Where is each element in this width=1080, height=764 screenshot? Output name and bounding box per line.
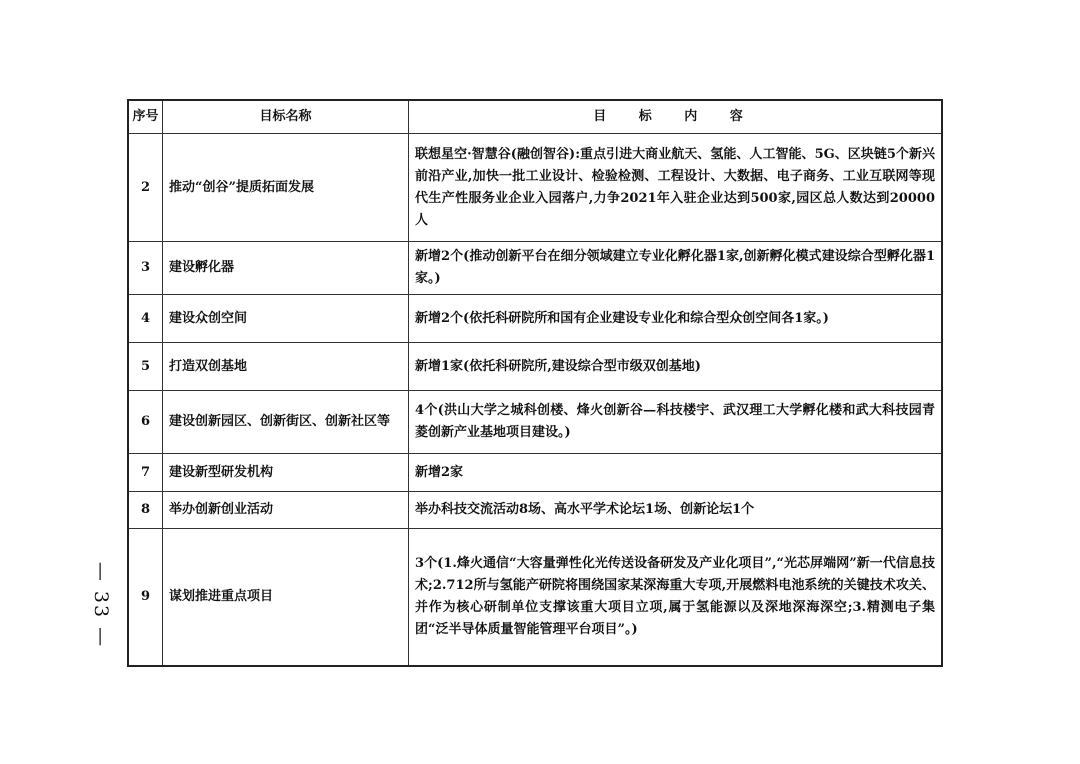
table-row (128, 343, 942, 391)
row-seq: 2 (128, 134, 163, 242)
header-content: 目 标 内 容 (409, 100, 943, 134)
row-name: 建设众创空间 (163, 295, 409, 343)
table-header (128, 100, 942, 134)
row-name: 建设孵化器 (163, 242, 409, 295)
row-content: 联想星空·智慧谷(融创智谷):重点引进大商业航天、氢能、人工智能、5G、区块链5个新兴前沿产业,加快一批工业设计、检验检测、工程设计、大数据、电子商务、工业互联网等现代生产性服务业企业入园落户,力争2021年入驻企业达到500家,园区总人数达到20000人 (409, 134, 943, 242)
page-number-text: — 33 — (90, 561, 113, 649)
table-row (128, 529, 942, 666)
row-seq: 4 (128, 295, 163, 343)
row-name: 谋划推进重点项目 (163, 529, 409, 666)
row-content: 新增2家 (409, 454, 943, 492)
row-name: 建设新型研发机构 (163, 454, 409, 492)
row-seq: 3 (128, 242, 163, 295)
row-seq: 5 (128, 343, 163, 391)
row-content: 新增2个(依托科研院所和国有企业建设专业化和综合型众创空间各1家。) (409, 295, 943, 343)
table-row (128, 391, 942, 454)
header-row (128, 100, 942, 134)
page-number (86, 560, 116, 650)
table-row (128, 492, 942, 529)
row-content: 新增2个(推动创新平台在细分领域建立专业化孵化器1家,创新孵化模式建设综合型孵化器1家。) (409, 242, 943, 295)
table-row (128, 134, 942, 242)
row-content: 举办科技交流活动8场、高水平学术论坛1场、创新论坛1个 (409, 492, 943, 529)
target-table (127, 99, 943, 667)
row-seq: 9 (128, 529, 163, 666)
row-seq: 7 (128, 454, 163, 492)
row-name: 推动“创谷”提质拓面发展 (163, 134, 409, 242)
table-row (128, 242, 942, 295)
row-content: 3个(1.烽火通信“大容量弹性化光传送设备研发及产业化项目”,“光芯屏端网”新一代信息技术;2.712所与氢能产研院将围绕国家某深海重大专项,开展燃料电池系统的关键技术攻关、并作为核心研制单位支撑该重大项目立项,属于氢能源以及深地深海深空;3.精测电子集团“泛半导体质量智能管理平台项目”。) (409, 529, 943, 666)
row-name: 建设创新园区、创新街区、创新社区等 (163, 391, 409, 454)
row-name: 举办创新创业活动 (163, 492, 409, 529)
table-row (128, 295, 942, 343)
row-content: 新增1家(依托科研院所,建设综合型市级双创基地) (409, 343, 943, 391)
header-seq: 序号 (128, 100, 163, 134)
row-content: 4个(洪山大学之城科创楼、烽火创新谷—科技楼宇、武汉理工大学孵化楼和武大科技园青菱创新产业基地项目建设。) (409, 391, 943, 454)
header-name: 目标名称 (163, 100, 409, 134)
row-seq: 6 (128, 391, 163, 454)
row-seq: 8 (128, 492, 163, 529)
row-name: 打造双创基地 (163, 343, 409, 391)
table-body (128, 134, 942, 666)
table-row (128, 454, 942, 492)
